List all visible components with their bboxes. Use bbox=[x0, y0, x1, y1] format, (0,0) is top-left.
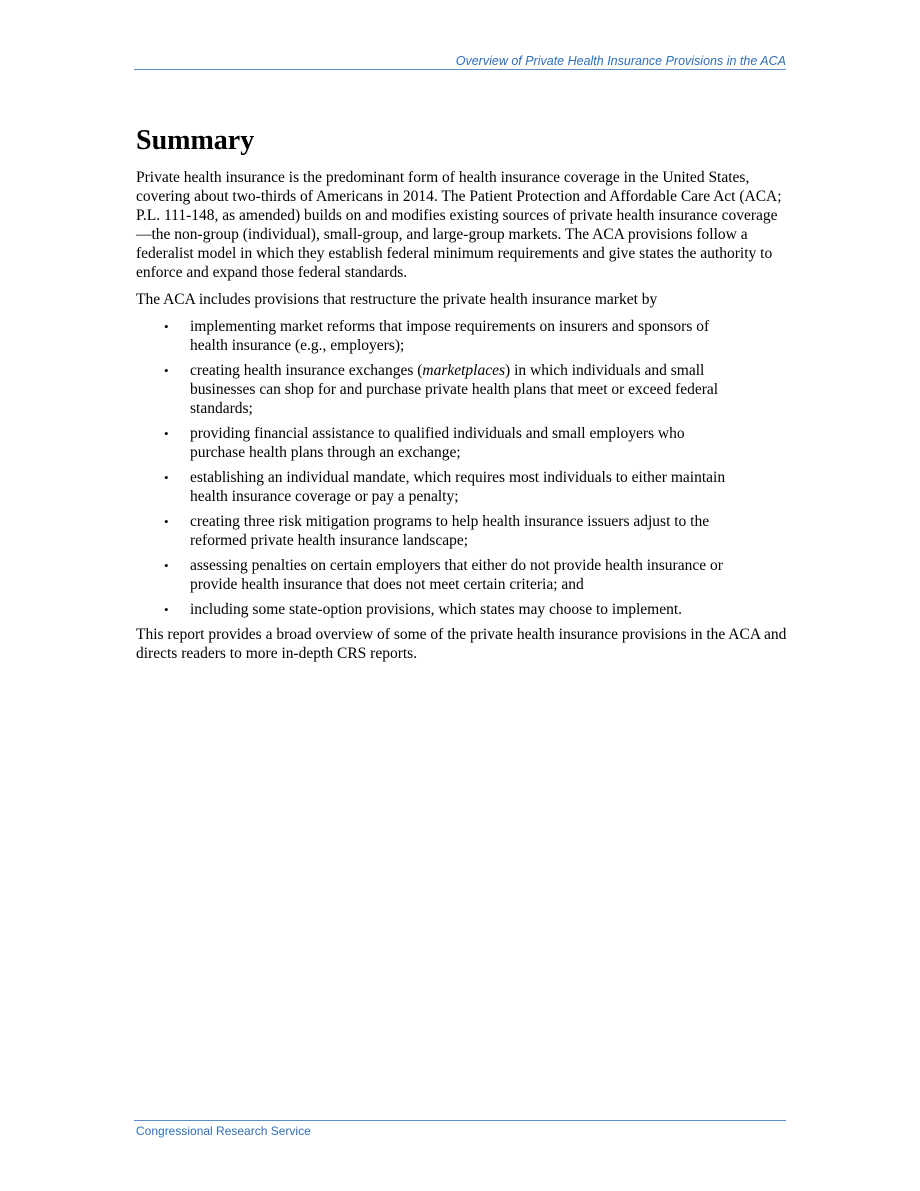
bullet-icon: • bbox=[164, 363, 169, 378]
page-footer bbox=[134, 1120, 786, 1138]
list-item-text: implementing market reforms that impose requirements on insurers and sponsors of health insurance (e.g., employers); bbox=[190, 318, 710, 354]
bullet-icon: • bbox=[164, 319, 169, 334]
bullet-icon: • bbox=[164, 602, 169, 617]
summary-paragraph-1: Private health insurance is the predominant form of health insurance coverage in the United States, covering about two-thirds of Americans in 2014. The Patient Protection and Affordable Care Act (ACA; P.L. 111-148, as amended) builds on and modifies existing sources of private health insurance coverage—the non-group (individual), small-group, and large-group markets. The ACA provisions follow a federalist model in which they establish federal minimum requirements and give states the authority to enforce and expand those federal standards. bbox=[136, 169, 782, 281]
summary-section bbox=[136, 124, 788, 671]
list-item bbox=[136, 361, 730, 418]
provisions-list bbox=[136, 317, 788, 619]
list-item-text: assessing penalties on certain employers that either do not provide health insurance or provide health insurance that does not meet certain criteria; and bbox=[190, 557, 723, 593]
bullet-icon: • bbox=[164, 514, 169, 529]
list-item bbox=[136, 556, 730, 594]
list-item-text-start: creating health insurance exchanges ( bbox=[190, 362, 423, 379]
summary-paragraph-2: The ACA includes provisions that restructure the private health insurance market by bbox=[136, 291, 658, 308]
bullet-icon: • bbox=[164, 558, 169, 573]
summary-heading: Summary bbox=[136, 125, 255, 156]
list-item bbox=[136, 317, 730, 355]
marketplaces-term: marketplaces bbox=[422, 362, 506, 379]
list-item bbox=[136, 600, 730, 619]
list-item bbox=[136, 512, 730, 550]
list-item-text-end: ) in which individuals and small businesses can shop for and purchase private health plans that meet or exceed federal standards; bbox=[190, 362, 719, 417]
bullet-icon: • bbox=[164, 426, 169, 441]
footer-organization: Congressional Research Service bbox=[136, 1124, 311, 1138]
list-item-text: establishing an individual mandate, which requires most individuals to either maintain health insurance coverage or pay a penalty; bbox=[190, 469, 726, 505]
bullet-icon: • bbox=[164, 470, 169, 485]
list-item-text: creating three risk mitigation programs to help health insurance issuers adjust to the reformed private health insurance landscape; bbox=[190, 513, 710, 549]
list-item-text: providing financial assistance to qualified individuals and small employers who purchase health plans through an exchange; bbox=[190, 425, 685, 461]
summary-paragraph-3: This report provides a broad overview of some of the private health insurance provisions in the ACA and directs readers to more in-depth CRS reports. bbox=[136, 626, 787, 662]
list-item bbox=[136, 468, 730, 506]
running-header-title: Overview of Private Health Insurance Provisions in the ACA bbox=[455, 54, 786, 68]
list-item bbox=[136, 424, 730, 462]
list-item-text: including some state-option provisions, which states may choose to implement. bbox=[190, 601, 683, 618]
page-header bbox=[134, 52, 786, 70]
